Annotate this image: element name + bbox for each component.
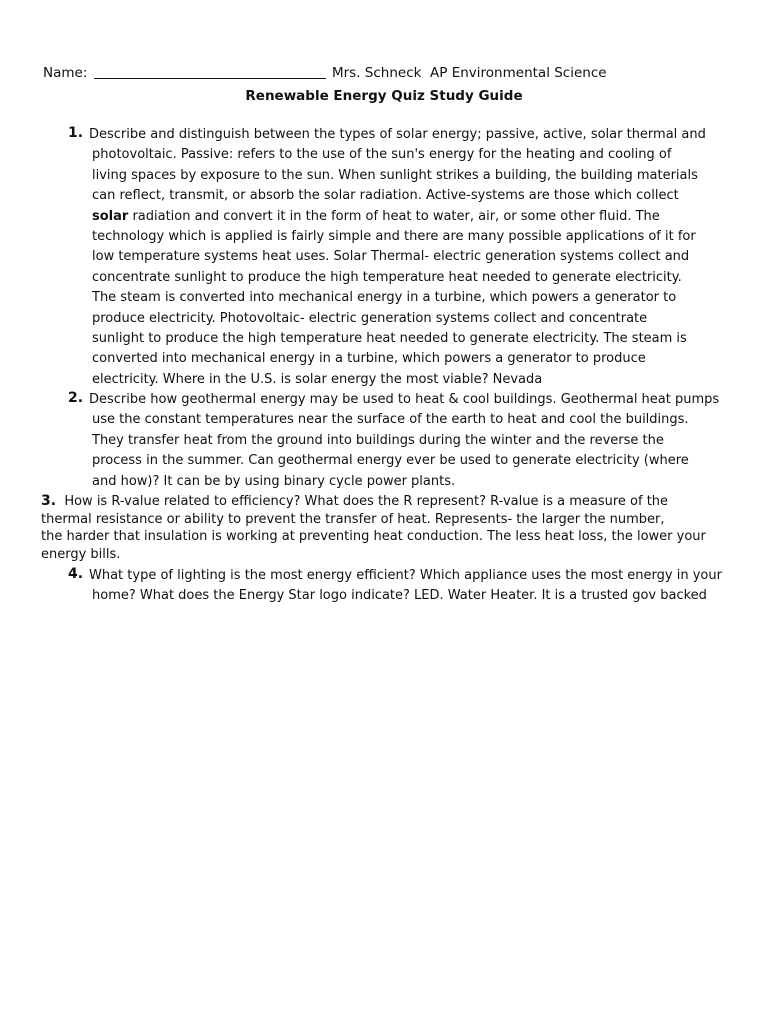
question-4 [68, 566, 722, 607]
question-line: What type of lighting is the most energy efficient? Which appliance uses the most energy in your [89, 568, 722, 583]
question-2 [68, 390, 720, 492]
bold-word: solar [92, 208, 129, 224]
question-1 [68, 125, 706, 390]
question-number: 4. [68, 566, 84, 582]
question-line: living spaces by exposure to the sun. When sunlight strikes a building, the building materials [92, 167, 698, 183]
header-line [43, 65, 743, 81]
question-line: thermal resistance or ability to prevent the transfer of heat. Represents- the larger the number, [41, 511, 665, 527]
question-line: and how)? It can be by using binary cycle power plants. [92, 473, 456, 489]
question-line: low temperature systems heat uses. Solar Thermal- electric generation systems collect and [92, 249, 690, 265]
page-title: Renewable Energy Quiz Study Guide [245, 88, 523, 104]
question-line: concentrate sunlight to produce the high temperature heat needed to generate electricity. [92, 269, 682, 285]
name-blank-line [94, 78, 326, 79]
question-line: electricity. Where in the U.S. is solar energy the most viable? Nevada [92, 371, 543, 387]
question-line: use the constant temperatures near the surface of the earth to heat and cool the buildings. [92, 412, 689, 428]
question-line: sunlight to produce the high temperature heat needed to generate electricity. The steam is [92, 330, 687, 346]
question-line: home? What does the Energy Star logo indicate? LED. Water Heater. It is a trusted gov backed [92, 588, 707, 604]
question-line: the harder that insulation is working at preventing heat conduction. The less heat loss, the lower your [41, 529, 706, 544]
question-line: converted into mechanical energy in a turbine, which powers a generator to produce [92, 351, 646, 367]
question-line: can reflect, transmit, or absorb the solar radiation. Active-systems are those which collect [92, 188, 679, 204]
question-number: 2. [68, 390, 84, 406]
question-line: process in the summer. Can geothermal energy ever be used to generate electricity (where [92, 453, 689, 469]
course-name: AP Environmental Science [430, 65, 607, 81]
teacher-name: Mrs. Schneck [331, 65, 422, 81]
question-line: photovoltaic. Passive: refers to the use of the sun's energy for the heating and cooling of [92, 147, 672, 163]
question-line: energy bills. [41, 546, 121, 562]
question-3 [41, 493, 706, 563]
question-line-rest: radiation and convert it in the form of heat to water, air, or some other fluid. The [128, 208, 660, 224]
question-line-with-bold [92, 207, 709, 227]
question-line: technology which is applied is fairly simple and there are many possible applications of it for [92, 228, 696, 244]
question-number: 1. [68, 125, 84, 141]
question-line: Describe how geothermal energy may be used to heat & cool buildings. Geothermal heat pumps [89, 392, 720, 407]
question-line: produce electricity. Photovoltaic- electric generation systems collect and concentrate [92, 310, 648, 326]
question-line-text: How is R-value related to efficiency? What does the R represent? R-value is a measure of the [64, 494, 669, 509]
question-line [41, 493, 706, 511]
question-number: 3. [41, 493, 57, 509]
question-line: They transfer heat from the ground into buildings during the winter and the reverse the [92, 432, 664, 448]
question-line: Describe and distinguish between the types of solar energy; passive, active, solar thermal and [89, 127, 706, 142]
question-line: The steam is converted into mechanical energy in a turbine, which powers a generator to [92, 290, 677, 306]
name-label: Name: [43, 65, 88, 81]
